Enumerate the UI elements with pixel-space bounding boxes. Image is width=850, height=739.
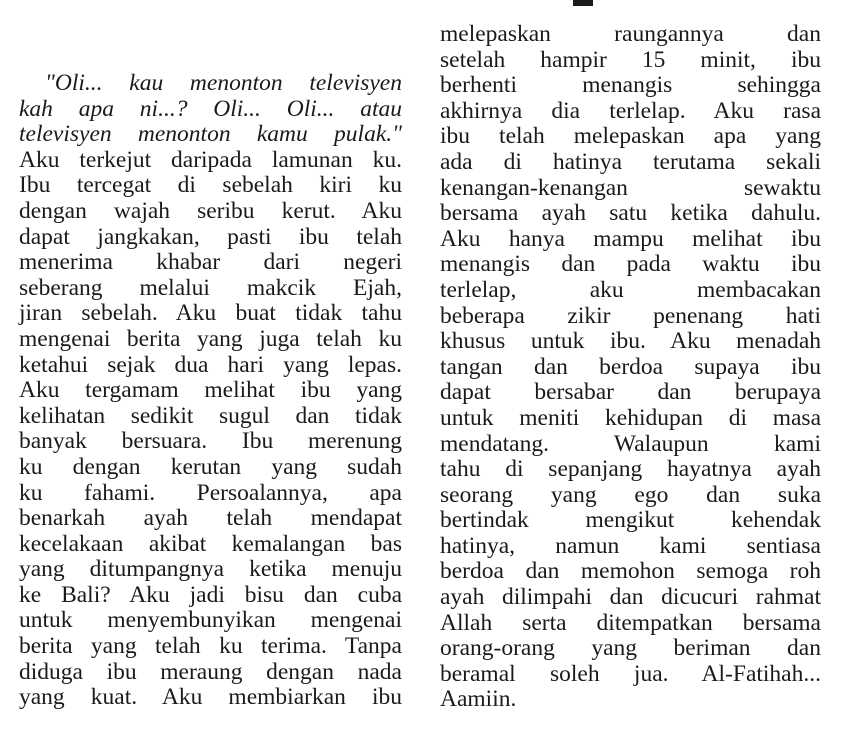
right-text-column	[440, 22, 821, 713]
text-line: untuk meniti kehidupan di masa	[440, 404, 821, 431]
text-line: jiran sebelah. Aku buat tidak tahu	[19, 300, 402, 327]
text-line: setelah hampir 15 minit, ibu	[440, 46, 821, 73]
text-line: banyak bersuara. Ibu merenung	[19, 428, 402, 455]
text-line: bersama ayah satu ketika dahulu.	[440, 200, 821, 227]
text-line: khusus untuk ibu. Aku menadah	[440, 328, 821, 355]
text-line: berhenti menangis sehingga	[440, 72, 821, 99]
text-line: ada di hatinya terutama sekali	[440, 148, 821, 175]
text-line: orang-orang yang beriman dan	[440, 635, 821, 662]
quote-line: televisyen menonton kamu pulak."	[19, 121, 402, 148]
text-line: menangis dan pada waktu ibu	[440, 251, 821, 278]
text-line: yang kuat. Aku membiarkan ibu	[19, 684, 402, 711]
text-line: untuk menyembunyikan mengenai	[19, 607, 402, 634]
text-line: mengenai berita yang juga telah ku	[19, 325, 402, 352]
text-line: tangan dan berdoa supaya ibu	[440, 353, 821, 380]
text-line: ke Bali? Aku jadi bisu dan cuba	[19, 581, 402, 608]
text-line: ibu telah melepaskan apa yang	[440, 123, 821, 150]
text-line: kecelakaan akibat kemalangan bas	[19, 530, 402, 557]
text-line: ku dengan kerutan yang sudah	[19, 453, 402, 480]
text-line: melepaskan raungannya dan	[440, 21, 821, 47]
text-line: ketahui sejak dua hari yang lepas.	[19, 351, 402, 378]
text-line: seorang yang ego dan suka	[440, 481, 821, 508]
text-line: kelihatan sedikit sugul dan tidak	[19, 402, 402, 429]
text-line: kenangan-kenangan sewaktu	[440, 174, 821, 201]
text-line: berdoa dan memohon semoga roh	[440, 558, 821, 585]
text-line: beberapa zikir penenang hati	[440, 302, 821, 329]
quote-line: kah apa ni...? Oli... Oli... atau	[19, 95, 402, 122]
text-line: diduga ibu meraung dengan nada	[19, 658, 402, 685]
text-line: Aku hanya mampu melihat ibu	[440, 225, 821, 252]
text-line: Aamiin.	[440, 686, 517, 713]
text-line: Allah serta ditempatkan bersama	[440, 609, 821, 636]
text-line: bertindak mengikut kehendak	[440, 507, 821, 534]
text-line: dapat bersabar dan berupaya	[440, 379, 821, 406]
quote-line: "Oli... kau menonton televisyen	[45, 70, 402, 96]
text-line: yang ditumpangnya ketika menuju	[19, 556, 402, 583]
column-top-mark	[573, 0, 593, 6]
text-line: ku fahami. Persoalannya, apa	[19, 479, 402, 506]
text-line: mendatang. Walaupun kami	[440, 430, 821, 457]
text-line: tahu di sepanjang hayatnya ayah	[440, 456, 821, 483]
text-line: menerima khabar dari negeri	[19, 249, 402, 276]
text-line: ayah dilimpahi dan dicucuri rahmat	[440, 584, 821, 611]
text-line: Aku tergamam melihat ibu yang	[19, 377, 402, 404]
text-line: berita yang telah ku terima. Tanpa	[19, 633, 402, 660]
text-line: seberang melalui makcik Ejah,	[19, 274, 402, 301]
text-line: Aku terkejut daripada lamunan ku.	[19, 146, 402, 173]
left-text-column	[19, 71, 402, 711]
text-line: Ibu tercegat di sebelah kiri ku	[19, 172, 402, 199]
text-line: dapat jangkakan, pasti ibu telah	[19, 223, 402, 250]
text-line: akhirnya dia terlelap. Aku rasa	[440, 97, 821, 124]
text-line: dengan wajah seribu kerut. Aku	[19, 197, 402, 224]
text-line: beramal soleh jua. Al-Fatihah...	[440, 660, 821, 687]
text-line: hatinya, namun kami sentiasa	[440, 532, 821, 559]
text-line: benarkah ayah telah mendapat	[19, 505, 402, 532]
text-line: terlelap, aku membacakan	[440, 276, 821, 303]
